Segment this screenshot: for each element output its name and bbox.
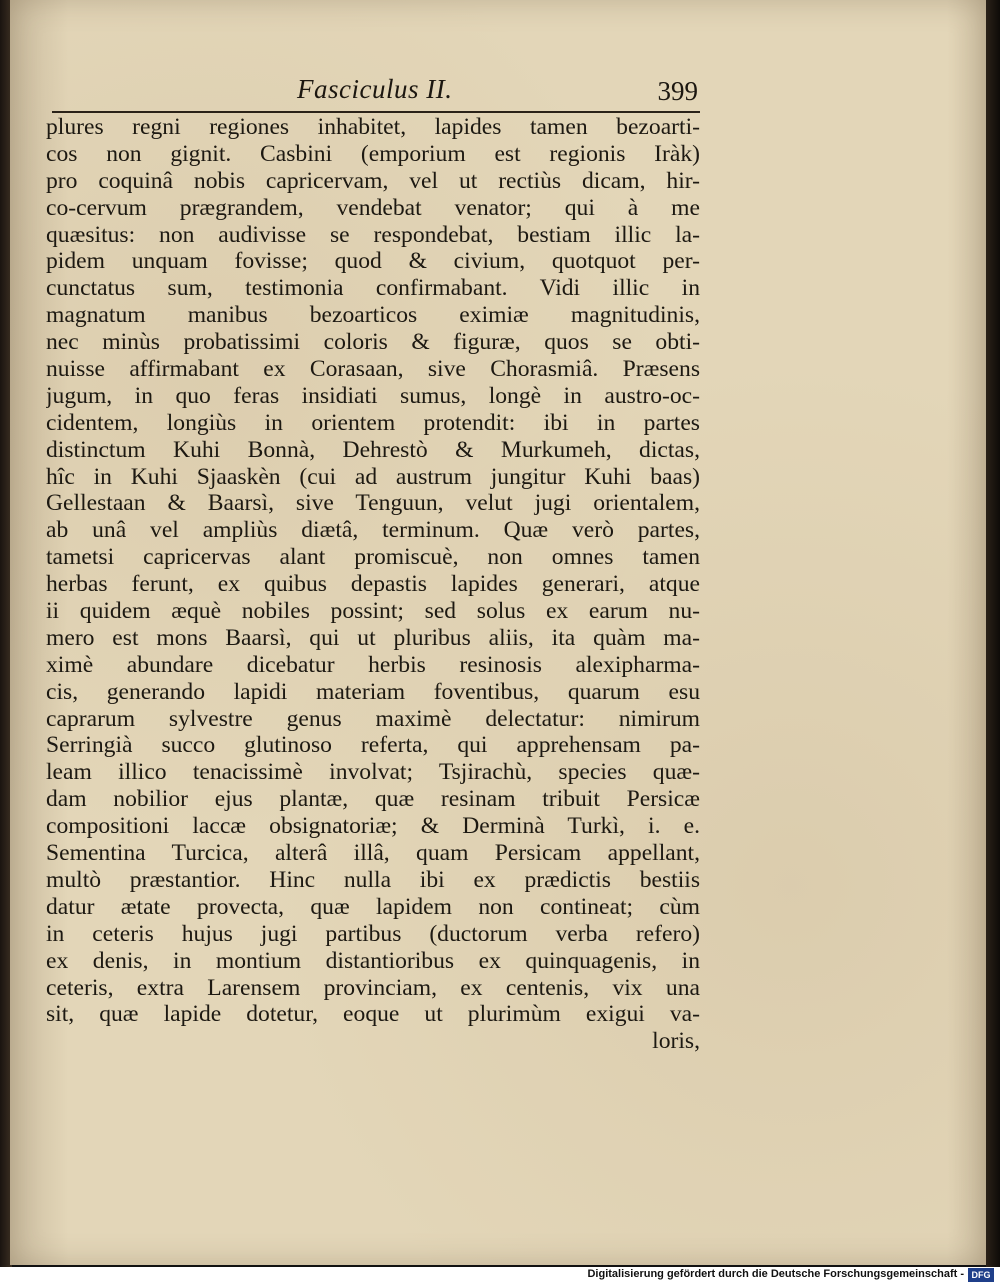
text-line: Gellestaan & Baarsì, sive Tenguun, velut jugi orientalem, (46, 490, 700, 517)
text-line: co-cervum prægrandem, vendebat venator; qui à me (46, 194, 700, 221)
text-line: cis, generando lapidi materiam foventibus, quarum esu (46, 678, 700, 705)
header-rule (52, 111, 700, 113)
text-line: quæsitus: non audivisse se respondebat, bestiam illic la- (46, 221, 700, 248)
text-line: jugum, in quo feras insidiati sumus, longè in austro-oc- (46, 382, 700, 409)
text-line: nuisse affirmabant ex Corasaan, sive Chorasmiâ. Præsens (46, 356, 700, 383)
text-line: caprarum sylvestre genus maximè delectatur: nimirum (46, 705, 700, 732)
text-line: ii quidem æquè nobiles possint; sed solus ex earum nu- (46, 598, 700, 625)
text-line: dam nobilior ejus plantæ, quæ resinam tribuit Persicæ (46, 786, 700, 813)
text-line: nec minùs probatissimi coloris & figuræ, quos se obti- (46, 329, 700, 356)
text-line: pidem unquam fovisse; quod & civium, quotquot per- (46, 248, 700, 275)
text-line: pro coquinâ nobis capricervam, vel ut rectiùs dicam, hir- (46, 167, 700, 194)
page-number: 399 (657, 76, 698, 106)
running-head: Fasciculus II. (297, 74, 453, 104)
text-line: herbas ferunt, ex quibus depastis lapides generari, atque (46, 571, 700, 598)
text-line: mero est mons Baarsì, qui ut pluribus aliis, ita quàm ma- (46, 624, 700, 651)
catchword: loris, (652, 1028, 700, 1055)
text-line: ex denis, in montium distantioribus ex quinquagenis, in (46, 947, 700, 974)
page-header (52, 70, 700, 110)
text-line: multò præstantior. Hinc nulla ibi ex prædictis bestiis (46, 866, 700, 893)
text-line: ceteris, extra Larensem provinciam, ex centenis, vix una (46, 974, 700, 1001)
dfg-logo: DFG (968, 1268, 994, 1282)
digitization-credit: Digitalisierung gefördert durch die Deutsche Forschungsgemeinschaft - (587, 1268, 964, 1280)
text-line: cidentem, longiùs in orientem protendit: ibi in partes (46, 409, 700, 436)
text-line: cos non gignit. Casbini (emporium est regionis Iràk) (46, 140, 700, 167)
text-line: ximè abundare dicebatur herbis resinosis alexipharma- (46, 651, 700, 678)
text-line: distinctum Kuhi Bonnà, Dehrestò & Murkumeh, dictas, (46, 436, 700, 463)
text-line: plures regni regiones inhabitet, lapides tamen bezoarti- (46, 114, 700, 140)
text-line: hîc in Kuhi Sjaaskèn (cui ad austrum jungitur Kuhi baas) (46, 463, 700, 490)
text-line: sit, quæ lapide dotetur, eoque ut plurimùm exigui va- (46, 1001, 700, 1028)
text-line: leam illico tenacissimè involvat; Tsjirachù, species quæ- (46, 759, 700, 786)
text-line: compositioni laccæ obsignatoriæ; & Derminà Turkì, i. e. (46, 813, 700, 840)
text-line: Serringià succo glutinoso referta, qui apprehensam pa- (46, 732, 700, 759)
body-text (46, 114, 700, 1055)
text-line: tametsi capricervas alant promiscuè, non omnes tamen (46, 544, 700, 571)
text-line: cunctatus sum, testimonia confirmabant. Vidi illic in (46, 275, 700, 302)
text-line: datur ætate provecta, quæ lapidem non contineat; cùm (46, 893, 700, 920)
text-line: ab unâ vel ampliùs diætâ, terminum. Quæ verò partes, (46, 517, 700, 544)
text-line: Sementina Turcica, alterâ illâ, quam Persicam appellant, (46, 840, 700, 867)
page-edge-right (986, 0, 1000, 1285)
text-line: in ceteris hujus jugi partibus (ductorum verba refero) (46, 920, 700, 947)
text-line: magnatum manibus bezoarticos eximiæ magnitudinis, (46, 302, 700, 329)
